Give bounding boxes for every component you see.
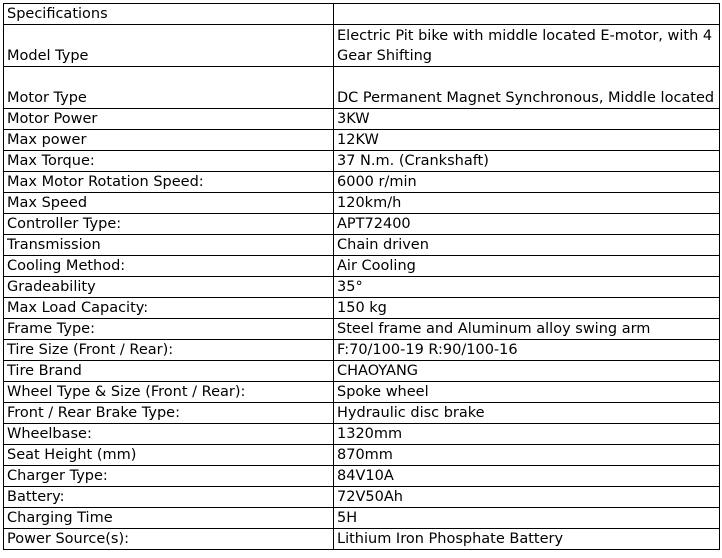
row-value: 12KW <box>334 130 720 151</box>
row-value: Hydraulic disc brake <box>334 403 720 424</box>
row-value: 37 N.m. (Crankshaft) <box>334 151 720 172</box>
row-value: 3KW <box>334 109 720 130</box>
row-label: Controller Type: <box>4 214 334 235</box>
row-label: Max Motor Rotation Speed: <box>4 172 334 193</box>
row-label: Max power <box>4 130 334 151</box>
row-label: Motor Power <box>4 109 334 130</box>
row-label: Wheel Type & Size (Front / Rear): <box>4 382 334 403</box>
table-row <box>4 382 720 403</box>
row-label: Tire Brand <box>4 361 334 382</box>
row-label: Front / Rear Brake Type: <box>4 403 334 424</box>
table-header-empty <box>334 4 720 25</box>
specifications-table <box>3 3 720 550</box>
table-row <box>4 445 720 466</box>
table-header-label: Specifications <box>4 4 334 25</box>
row-label: Max Load Capacity: <box>4 298 334 319</box>
row-value: CHAOYANG <box>334 361 720 382</box>
row-label: Max Torque: <box>4 151 334 172</box>
row-label: Tire Size (Front / Rear): <box>4 340 334 361</box>
table-row <box>4 466 720 487</box>
table-row <box>4 298 720 319</box>
table-row <box>4 130 720 151</box>
row-value: Electric Pit bike with middle located E-motor, with 4 Gear Shifting <box>334 25 720 67</box>
row-label: Seat Height (mm) <box>4 445 334 466</box>
row-label: Model Type <box>4 25 334 67</box>
table-row <box>4 361 720 382</box>
row-value: Spoke wheel <box>334 382 720 403</box>
row-label: Wheelbase: <box>4 424 334 445</box>
row-label: Charging Time <box>4 508 334 529</box>
row-value: Air Cooling <box>334 256 720 277</box>
row-value: 1320mm <box>334 424 720 445</box>
row-value: 35° <box>334 277 720 298</box>
table-row <box>4 277 720 298</box>
row-value: 72V50Ah <box>334 487 720 508</box>
row-value: 870mm <box>334 445 720 466</box>
table-row <box>4 256 720 277</box>
row-label: Frame Type: <box>4 319 334 340</box>
row-value: Lithium Iron Phosphate Battery <box>334 529 720 550</box>
table-row <box>4 319 720 340</box>
table-row <box>4 508 720 529</box>
table-row <box>4 529 720 550</box>
table-row <box>4 235 720 256</box>
row-value: 84V10A <box>334 466 720 487</box>
row-label: Battery: <box>4 487 334 508</box>
row-value: APT72400 <box>334 214 720 235</box>
row-label: Transmission <box>4 235 334 256</box>
table-row <box>4 403 720 424</box>
row-label: Motor Type <box>4 67 334 109</box>
table-row <box>4 109 720 130</box>
row-label: Cooling Method: <box>4 256 334 277</box>
row-value: 6000 r/min <box>334 172 720 193</box>
table-header-row <box>4 4 720 25</box>
row-label: Max Speed <box>4 193 334 214</box>
table-row <box>4 67 720 109</box>
table-row <box>4 25 720 67</box>
row-label: Power Source(s): <box>4 529 334 550</box>
table-row <box>4 172 720 193</box>
row-value: DC Permanent Magnet Synchronous, Middle located <box>334 67 720 109</box>
row-value: Chain driven <box>334 235 720 256</box>
table-row <box>4 193 720 214</box>
table-row <box>4 151 720 172</box>
row-label: Charger Type: <box>4 466 334 487</box>
table-row <box>4 214 720 235</box>
row-label: Gradeability <box>4 277 334 298</box>
row-value: Steel frame and Aluminum alloy swing arm <box>334 319 720 340</box>
table-row <box>4 340 720 361</box>
row-value: 150 kg <box>334 298 720 319</box>
table-row <box>4 487 720 508</box>
row-value: 5H <box>334 508 720 529</box>
row-value: 120km/h <box>334 193 720 214</box>
table-row <box>4 424 720 445</box>
row-value: F:70/100-19 R:90/100-16 <box>334 340 720 361</box>
